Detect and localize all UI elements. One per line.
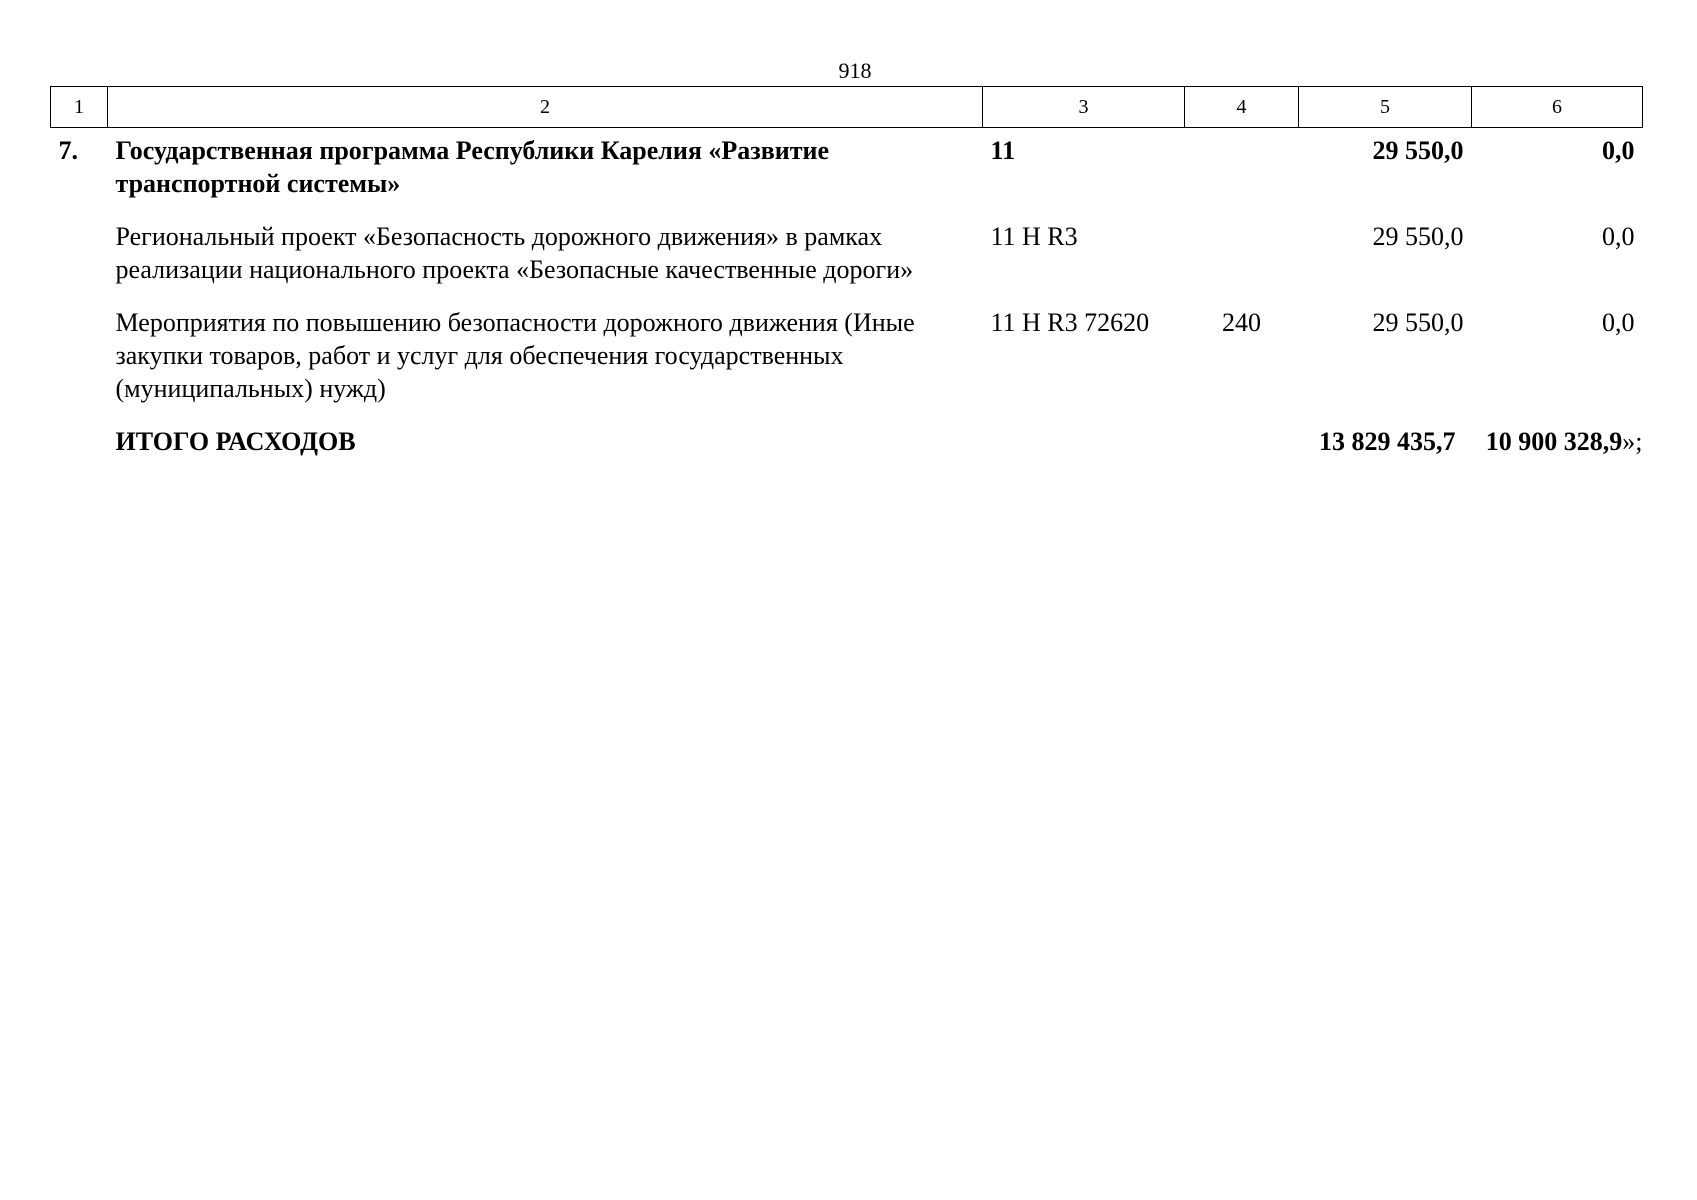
table-header (51, 87, 1643, 128)
total-closing-quote: »; (1622, 427, 1643, 456)
row-code: 11 Н R3 (990, 222, 1078, 251)
row-type: 240 (1222, 308, 1261, 337)
row-type (1185, 128, 1299, 215)
total-sum-2-cell (1472, 419, 1643, 458)
row-sum-2: 0,0 (1602, 136, 1635, 165)
header-col-6: 6 (1472, 87, 1643, 128)
header-row (51, 87, 1643, 128)
header-col-1: 1 (51, 87, 108, 128)
row-name: Региональный проект «Безопасность дорожного движения» в рамках реализации национального проекта «Безопасные качественные дороги» (115, 222, 914, 284)
row-code: 11 Н R3 72620 (990, 308, 1150, 337)
row-number: 7. (58, 136, 78, 165)
row-number (51, 300, 108, 419)
row-type (1185, 214, 1299, 300)
row-sum-1: 29 550,0 (1372, 136, 1464, 165)
total-row (51, 419, 1643, 458)
table-row (51, 128, 1643, 215)
row-sum-2: 0,0 (1602, 222, 1635, 251)
row-sum-2: 0,0 (1602, 308, 1635, 337)
row-name: Государственная программа Республики Карелия «Развитие транспортной системы» (115, 136, 830, 198)
row-code: 11 (990, 136, 1016, 165)
row-name: Мероприятия по повышению безопасности дорожного движения (Иные закупки товаров, работ и услуг для обеспечения государственных (муниципальных) нужд) (115, 308, 915, 403)
row-sum-1: 29 550,0 (1372, 308, 1464, 337)
total-label: ИТОГО РАСХОДОВ (115, 427, 356, 456)
row-number (51, 214, 108, 300)
total-sum-2: 10 900 328,9 (1485, 427, 1623, 456)
total-sum-1: 13 829 435,7 (1319, 427, 1456, 456)
table-body (51, 128, 1643, 459)
table-row (51, 214, 1643, 300)
header-col-5: 5 (1299, 87, 1472, 128)
budget-table (50, 86, 1643, 458)
header-col-4: 4 (1185, 87, 1299, 128)
page-number: 918 (838, 58, 872, 83)
table-row (51, 300, 1643, 419)
header-col-3: 3 (983, 87, 1185, 128)
row-sum-1: 29 550,0 (1372, 222, 1464, 251)
header-col-2: 2 (108, 87, 983, 128)
